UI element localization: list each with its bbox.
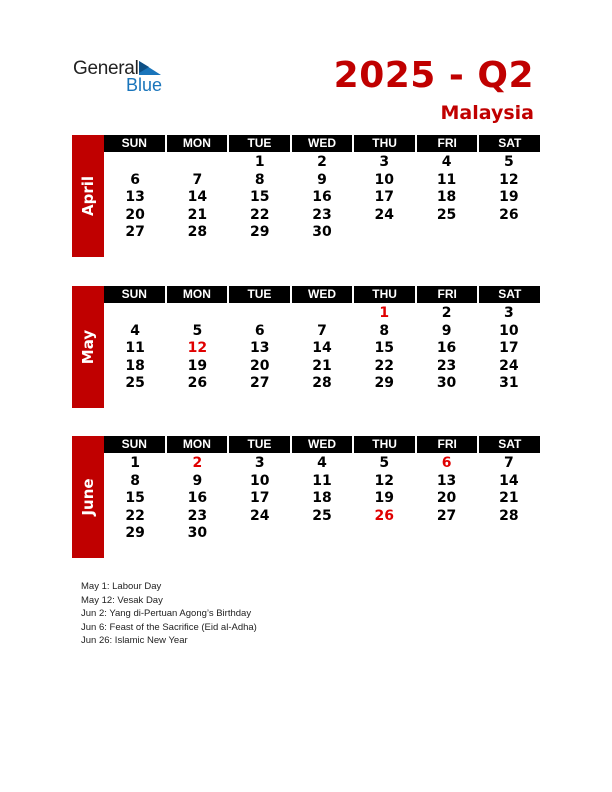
day-cell: 28 — [312, 375, 332, 391]
day-cell: 3 — [503, 305, 514, 321]
empty-day-cell — [478, 224, 540, 242]
day-cell: 9 — [441, 322, 452, 339]
day-cell: 15 — [374, 340, 395, 356]
day-cell: 25 — [312, 507, 332, 524]
weekday-label: SAT — [479, 135, 540, 152]
day-cell: 29 — [249, 224, 270, 240]
day-cell: 29 — [374, 375, 395, 391]
day-cell: 12 — [374, 472, 395, 489]
weekday-label: TUE — [229, 436, 290, 453]
empty-day-cell — [291, 305, 353, 323]
weekday-label: SAT — [479, 286, 540, 303]
day-cell: 14 — [187, 189, 208, 205]
holiday-note: May 12: Vesak Day — [81, 594, 163, 606]
day-cell: 21 — [312, 357, 332, 374]
day-cell: 29 — [125, 525, 145, 541]
day-cell: 23 — [436, 357, 457, 374]
month-june — [72, 436, 540, 558]
weekday-label: SUN — [104, 135, 165, 152]
brand-logo — [73, 58, 173, 98]
day-cell: 14 — [499, 472, 519, 489]
day-cell: 4 — [317, 455, 327, 471]
day-cell: 6 — [441, 455, 452, 471]
day-cell: 1 — [379, 305, 390, 321]
day-grid — [104, 305, 540, 393]
day-cell: 17 — [499, 340, 519, 356]
day-grid — [104, 455, 540, 543]
day-cell: 30 — [312, 224, 332, 240]
empty-day-cell — [229, 305, 291, 323]
weekday-header — [104, 436, 540, 453]
day-cell: 15 — [125, 490, 145, 506]
day-cell: 10 — [374, 171, 395, 188]
empty-day-cell — [104, 305, 166, 323]
weekday-label: MON — [167, 135, 228, 152]
logo-general-text: General — [73, 58, 139, 79]
weekday-label: FRI — [417, 436, 478, 453]
weekday-label: THU — [354, 286, 415, 303]
day-cell: 24 — [499, 357, 519, 374]
day-cell: 23 — [187, 507, 208, 524]
holiday-note: Jun 26: Islamic New Year — [81, 635, 188, 647]
day-cell: 28 — [499, 507, 519, 524]
weekday-label: FRI — [417, 135, 478, 152]
weekday-label: SUN — [104, 436, 165, 453]
day-cell: 21 — [499, 490, 519, 506]
empty-day-cell — [229, 525, 291, 543]
weekday-header — [104, 135, 540, 152]
day-cell: 13 — [125, 189, 145, 205]
day-cell: 3 — [254, 455, 265, 471]
empty-day-cell — [166, 305, 228, 323]
day-cell: 25 — [125, 375, 145, 391]
day-cell: 8 — [254, 171, 265, 188]
day-cell: 8 — [130, 472, 141, 489]
day-cell: 20 — [249, 357, 270, 374]
day-cell: 3 — [379, 154, 390, 170]
day-cell: 24 — [249, 507, 270, 524]
month-tab — [72, 436, 104, 558]
weekday-label: MON — [167, 286, 228, 303]
day-cell: 8 — [379, 322, 390, 339]
empty-day-cell — [104, 154, 166, 172]
empty-day-cell — [478, 525, 540, 543]
weekday-label: MON — [167, 436, 228, 453]
holiday-note: Jun 6: Feast of the Sacrifice (Eid al-Adha) — [81, 621, 257, 633]
holiday-notes — [81, 580, 257, 648]
day-cell: 4 — [441, 154, 452, 170]
month-tab — [72, 286, 104, 408]
holiday-note: May 1: Labour Day — [81, 581, 162, 592]
page-title: 2025 - Q2 — [333, 55, 534, 96]
month-april — [72, 135, 540, 257]
day-cell: 22 — [374, 357, 395, 374]
empty-day-cell — [353, 224, 415, 242]
day-cell: 1 — [130, 455, 141, 471]
month-name: June — [79, 478, 97, 516]
day-cell: 14 — [312, 340, 332, 356]
day-cell: 7 — [503, 455, 514, 471]
day-cell: 6 — [254, 322, 265, 339]
day-cell: 5 — [379, 455, 390, 471]
day-cell: 26 — [499, 206, 519, 223]
day-cell: 15 — [249, 189, 270, 205]
weekday-label: SAT — [479, 436, 540, 453]
day-cell: 25 — [436, 206, 457, 223]
weekday-label: WED — [292, 135, 353, 152]
day-cell: 2 — [317, 154, 327, 170]
weekday-header — [104, 286, 540, 303]
day-cell: 16 — [187, 490, 208, 506]
holiday-note: Jun 2: Yang di-Pertuan Agong’s Birthday — [81, 608, 252, 620]
day-cell: 10 — [249, 472, 270, 489]
month-tab — [72, 135, 104, 257]
day-cell: 22 — [125, 507, 145, 524]
day-cell: 9 — [317, 171, 327, 188]
day-cell: 11 — [436, 171, 457, 188]
day-cell: 30 — [436, 375, 457, 391]
day-cell: 24 — [374, 206, 395, 223]
day-cell: 6 — [130, 171, 141, 188]
day-cell: 12 — [187, 340, 208, 356]
day-cell: 20 — [436, 490, 457, 506]
day-cell: 13 — [249, 340, 270, 356]
weekday-label: FRI — [417, 286, 478, 303]
day-grid — [104, 154, 540, 242]
day-cell: 18 — [125, 357, 145, 374]
weekday-label: WED — [292, 286, 353, 303]
month-name: April — [79, 175, 97, 217]
day-cell: 17 — [249, 490, 270, 506]
day-cell: 21 — [187, 206, 208, 223]
day-cell: 19 — [499, 189, 519, 205]
day-cell: 10 — [499, 322, 519, 339]
weekday-label: WED — [292, 436, 353, 453]
weekday-label: THU — [354, 436, 415, 453]
empty-day-cell — [166, 154, 228, 172]
country-name: Malaysia — [440, 102, 534, 124]
day-cell: 27 — [125, 224, 145, 240]
weekday-label: TUE — [229, 135, 290, 152]
day-cell: 1 — [254, 154, 265, 170]
day-cell: 5 — [192, 322, 203, 339]
day-cell: 18 — [436, 189, 457, 205]
empty-day-cell — [415, 224, 477, 242]
day-cell: 9 — [192, 472, 203, 489]
day-cell: 23 — [312, 206, 332, 223]
day-cell: 13 — [436, 472, 457, 489]
month-may — [72, 286, 540, 408]
day-cell: 19 — [187, 357, 208, 374]
day-cell: 30 — [187, 525, 208, 541]
day-cell: 16 — [436, 340, 457, 356]
day-cell: 11 — [312, 472, 332, 489]
empty-day-cell — [353, 525, 415, 543]
day-cell: 18 — [312, 490, 332, 506]
day-cell: 27 — [436, 507, 457, 524]
day-cell: 26 — [374, 507, 395, 524]
day-cell: 2 — [441, 305, 452, 321]
empty-day-cell — [291, 525, 353, 543]
weekday-label: SUN — [104, 286, 165, 303]
day-cell: 19 — [374, 490, 395, 506]
weekday-label: THU — [354, 135, 415, 152]
day-cell: 7 — [192, 171, 203, 188]
day-cell: 27 — [249, 375, 270, 391]
day-cell: 2 — [192, 455, 203, 471]
day-cell: 11 — [125, 340, 145, 356]
day-cell: 7 — [317, 322, 327, 339]
day-cell: 17 — [374, 189, 395, 205]
month-name: May — [79, 329, 97, 365]
day-cell: 31 — [499, 375, 519, 391]
day-cell: 16 — [312, 189, 332, 205]
day-cell: 5 — [503, 154, 514, 170]
logo-blue-text: Blue — [126, 75, 163, 95]
day-cell: 26 — [187, 375, 208, 391]
logo-flag-icon — [139, 61, 163, 77]
day-cell: 12 — [499, 171, 519, 188]
empty-day-cell — [415, 525, 477, 543]
day-cell: 4 — [130, 322, 141, 339]
day-cell: 20 — [125, 206, 145, 223]
day-cell: 28 — [187, 224, 208, 240]
weekday-label: TUE — [229, 286, 290, 303]
day-cell: 22 — [249, 206, 270, 223]
